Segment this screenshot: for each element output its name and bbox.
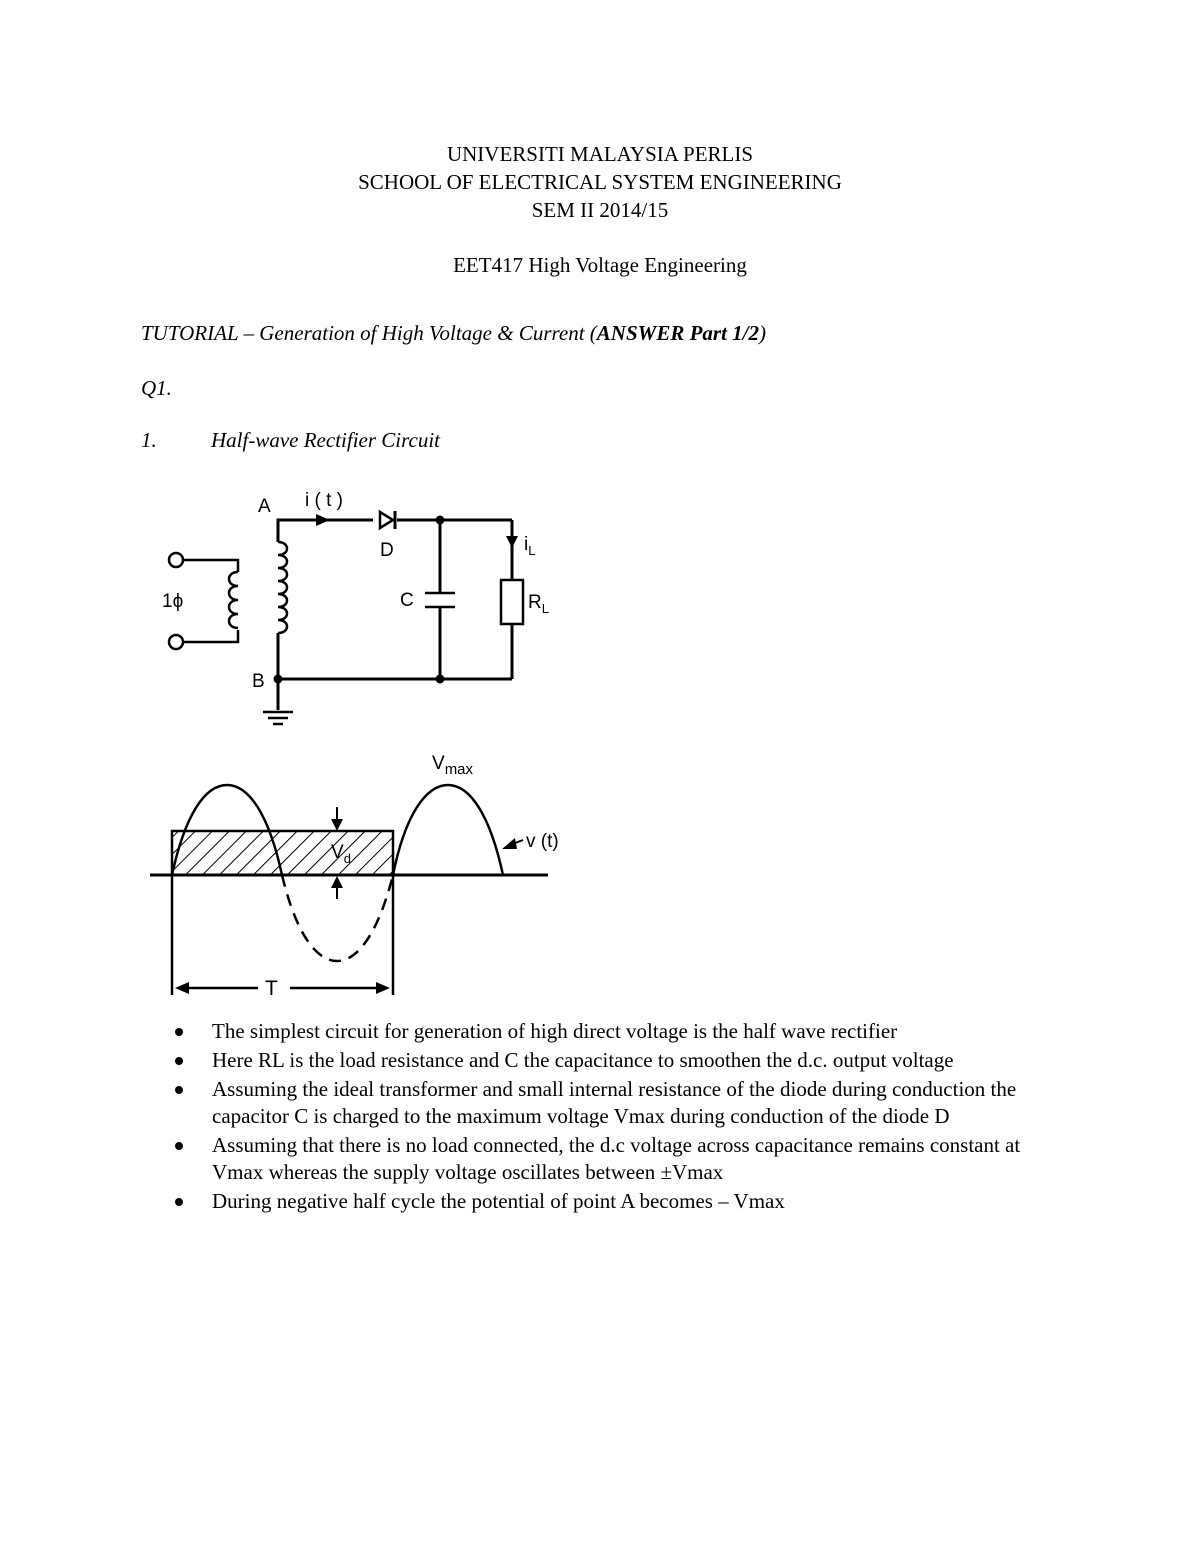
university-name: UNIVERSITI MALAYSIA PERLIS [446, 142, 754, 166]
tutorial-prefix: TUTORIAL – Generation of High Voltage & Current ( [141, 321, 597, 345]
list-item: During negative half cycle the potential of point A becomes – Vmax [170, 1188, 1070, 1215]
label-vmax: $V_{max}$ [432, 753, 474, 778]
rectifier-circuit-diagram [150, 480, 610, 740]
label-vd: $V_d$ [331, 842, 351, 866]
list-item: Assuming that there is no load connected, the d.c voltage across capacitance remains constant at Vmax whereas the supply voltage oscillates between ±Vmax [170, 1132, 1070, 1186]
list-item: Here RL is the load resistance and C the capacitance to smoothen the d.c. output voltage [170, 1047, 1070, 1074]
tutorial-title [141, 320, 766, 346]
tutorial-suffix: ) [759, 321, 767, 345]
list-item: The simplest circuit for generation of high direct voltage is the half wave rectifier [170, 1018, 1070, 1045]
waveform-diagram [145, 745, 605, 1010]
question-label: Q1. [141, 376, 172, 400]
school-name: SCHOOL OF ELECTRICAL SYSTEM ENGINEERING [358, 170, 842, 194]
label-phase: 1ϕ [162, 591, 184, 612]
list-item: Assuming the ideal transformer and small internal resistance of the diode during conduction the capacitor C is charged to the maximum voltage Vmax during conduction of the diode D [170, 1076, 1070, 1130]
bullet-icon [175, 1198, 183, 1206]
bullet-icon [175, 1086, 183, 1094]
bullet-icon [175, 1142, 183, 1150]
label-capacitor: C [400, 590, 414, 611]
label-il: $i_L$ [524, 534, 536, 558]
section-number: 1. [141, 428, 157, 452]
label-current: i ( t ) [305, 490, 343, 511]
tutorial-answer: ANSWER Part 1/2 [596, 321, 760, 345]
semester: SEM II 2014/15 [531, 198, 669, 222]
label-b: B [252, 671, 265, 692]
label-a: A [258, 496, 271, 517]
bullet-icon [175, 1028, 183, 1036]
course-title: EET417 High Voltage Engineering [453, 253, 747, 277]
bullet-icon [175, 1057, 183, 1065]
label-diode: D [380, 540, 394, 561]
label-vt: v (t) [526, 831, 559, 852]
section-title: Half-wave Rectifier Circuit [211, 428, 441, 452]
explanation-list [170, 1018, 1070, 1217]
label-rl: $R_L$ [528, 592, 549, 616]
label-period: T [265, 977, 278, 1000]
